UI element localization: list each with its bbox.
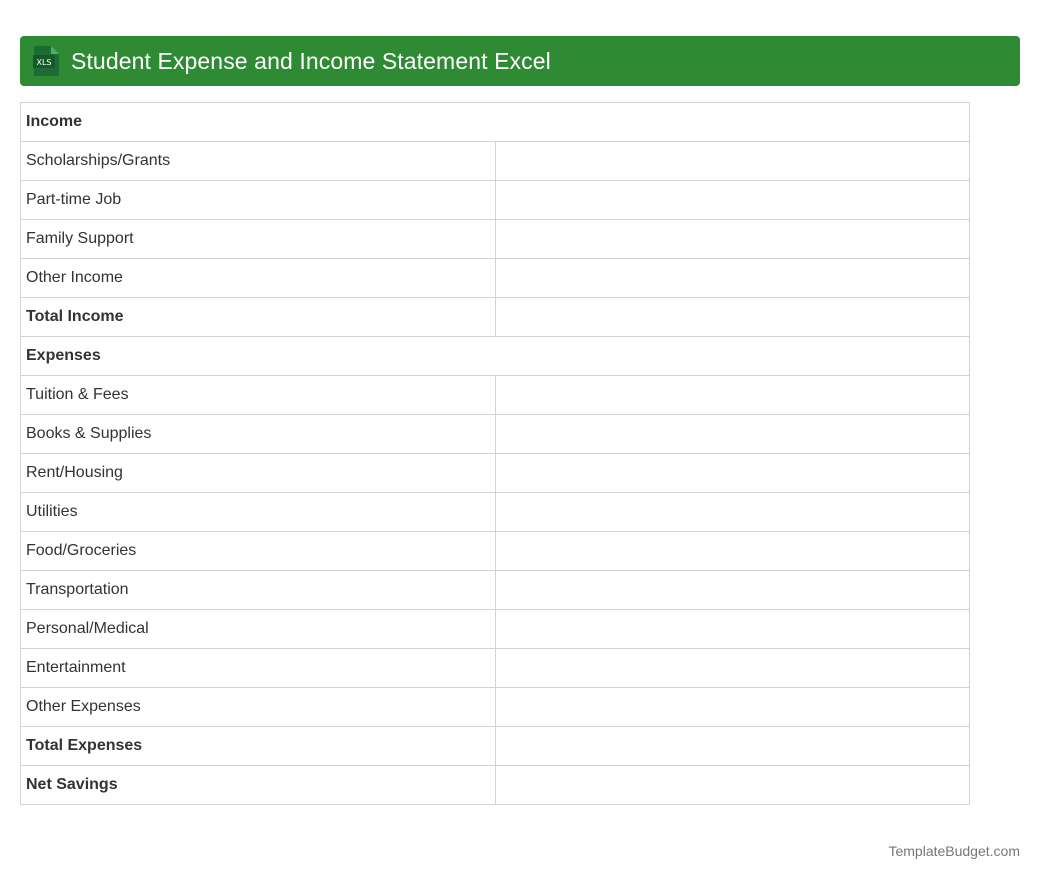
- amount-cell[interactable]: [495, 298, 970, 337]
- amount-cell[interactable]: [495, 766, 970, 805]
- row-label: Scholarships/Grants: [21, 142, 496, 181]
- total-row: [21, 298, 970, 337]
- table-row: [21, 415, 970, 454]
- amount-cell[interactable]: [495, 220, 970, 259]
- table-row: [21, 181, 970, 220]
- row-label: Tuition & Fees: [21, 376, 496, 415]
- row-label: Family Support: [21, 220, 496, 259]
- amount-cell[interactable]: [495, 532, 970, 571]
- row-label: Transportation: [21, 571, 496, 610]
- excel-file-icon: [33, 46, 59, 76]
- section-row: [21, 337, 970, 376]
- table-row: [21, 532, 970, 571]
- table-row: [21, 220, 970, 259]
- statement-table: [20, 102, 970, 805]
- table-row: [21, 688, 970, 727]
- amount-cell[interactable]: [495, 181, 970, 220]
- page-title: Student Expense and Income Statement Excel: [71, 47, 551, 74]
- row-label: Personal/Medical: [21, 610, 496, 649]
- row-label: Net Savings: [21, 766, 496, 805]
- amount-cell[interactable]: [495, 376, 970, 415]
- table-row: [21, 142, 970, 181]
- row-label: Books & Supplies: [21, 415, 496, 454]
- table-row: [21, 649, 970, 688]
- row-label: Other Expenses: [21, 688, 496, 727]
- amount-cell[interactable]: [495, 454, 970, 493]
- amount-cell[interactable]: [495, 649, 970, 688]
- total-row: [21, 727, 970, 766]
- total-row: [21, 766, 970, 805]
- row-label: Total Income: [21, 298, 496, 337]
- row-label: Other Income: [21, 259, 496, 298]
- amount-cell[interactable]: [495, 610, 970, 649]
- row-label: Food/Groceries: [21, 532, 496, 571]
- amount-cell[interactable]: [495, 259, 970, 298]
- table-row: [21, 454, 970, 493]
- amount-cell[interactable]: [495, 142, 970, 181]
- table-row: [21, 259, 970, 298]
- section-row: [21, 103, 970, 142]
- row-label: Part-time Job: [21, 181, 496, 220]
- amount-cell[interactable]: [495, 571, 970, 610]
- row-label: Utilities: [21, 493, 496, 532]
- amount-cell[interactable]: [495, 415, 970, 454]
- amount-cell[interactable]: [495, 727, 970, 766]
- row-label: Expenses: [21, 337, 970, 376]
- footer-credit[interactable]: TemplateBudget.com: [888, 843, 1020, 859]
- table-row: [21, 376, 970, 415]
- amount-cell[interactable]: [495, 493, 970, 532]
- row-label: Entertainment: [21, 649, 496, 688]
- row-label: Income: [21, 103, 970, 142]
- svg-text:XLS: XLS: [36, 58, 52, 67]
- row-label: Rent/Housing: [21, 454, 496, 493]
- table-row: [21, 610, 970, 649]
- row-label: Total Expenses: [21, 727, 496, 766]
- table-row: [21, 571, 970, 610]
- table-row: [21, 493, 970, 532]
- page-header: [20, 36, 1020, 86]
- amount-cell[interactable]: [495, 688, 970, 727]
